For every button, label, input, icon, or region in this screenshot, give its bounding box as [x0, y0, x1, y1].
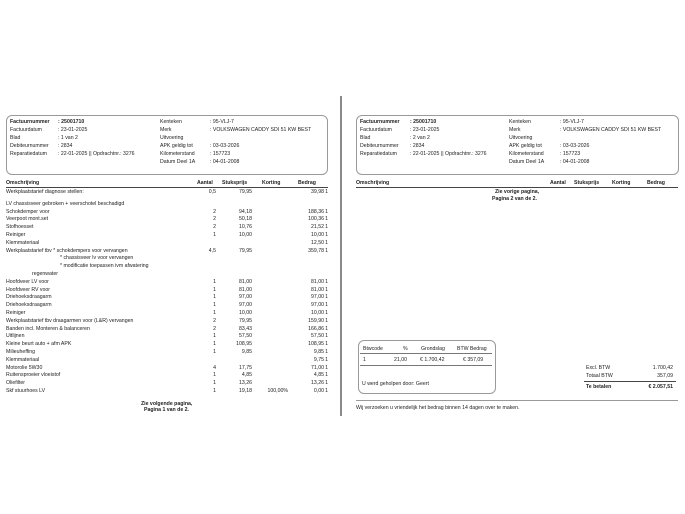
p1-invoice-number-label: Factuurnummer	[10, 119, 50, 125]
row-description: Uitlijnen	[6, 333, 25, 340]
p2-invoice-number-value: : 25001710	[410, 119, 437, 125]
p2-header-underline	[356, 187, 678, 188]
p1-col-desc: Omschrijving	[6, 180, 40, 186]
row-amount: 57,50	[311, 333, 324, 340]
row-unit-price: 17,75	[239, 364, 252, 371]
row-quantity: 1	[213, 302, 216, 309]
p1-apk-value: : 03-03-2026	[210, 143, 240, 149]
vat-col-base: Grondslag	[421, 346, 445, 352]
totals-separator	[584, 381, 676, 382]
p2-km-value: : 157723	[560, 151, 581, 157]
row-amount: 39,98	[311, 189, 324, 195]
row-quantity: 1	[213, 372, 216, 379]
p2-col-price: Stuksprijs	[574, 180, 600, 186]
vat-col-code: Btwcode	[363, 346, 383, 352]
totals-excl-value: 1.700,42	[652, 365, 673, 371]
row-unit-price: 97,00	[239, 294, 252, 301]
p1-col-qty: Aantal	[197, 180, 213, 186]
row-description: Klemmateriaal	[6, 356, 40, 363]
totals-excl-label: Excl. BTW	[586, 365, 611, 371]
row-unit-price: 50,18	[239, 216, 252, 223]
row-amount: 10,00	[311, 232, 324, 238]
row-unit-price: 83,43	[239, 325, 252, 332]
row-quantity: 1	[213, 286, 216, 293]
vat-col-amount: BTW Bedrag	[457, 346, 487, 352]
row-amount: 100,36	[308, 216, 324, 223]
row-description: Reiniger	[6, 310, 26, 316]
row-description: Werkplaatstarief tbv draagarmen voor (L&R) vervangen	[6, 317, 134, 324]
row-vat-code: 1	[325, 247, 328, 254]
row-vat-code: 1	[325, 317, 328, 324]
row-vat-code: 1	[325, 294, 328, 301]
totals-pay-label: Te betalen	[586, 384, 612, 390]
row-amount: 0,00	[313, 388, 324, 394]
row-amount: 10,00	[311, 310, 324, 316]
row-quantity: 1	[213, 278, 216, 285]
row-unit-price: 108,95	[236, 341, 252, 348]
table-row	[6, 288, 328, 295]
table-row	[6, 342, 328, 349]
table-row	[6, 303, 328, 310]
p1-repair-value: : 22-01-2025 || Opdrachtnr.: 3276	[58, 151, 135, 157]
table-row	[6, 311, 328, 318]
table-row	[6, 373, 328, 380]
row-quantity: 4	[213, 364, 216, 371]
p2-brand-label: Merk	[509, 127, 521, 133]
p1-footer-line1: Zie volgende pagina,	[141, 401, 193, 407]
payment-note: Wij verzoeken u vriendelijk het bedrag binnen 14 dagen over te maken.	[356, 405, 520, 411]
row-unit-price: 19,18	[239, 388, 252, 394]
p1-col-discount: Korting	[262, 180, 281, 186]
row-unit-price: 10,00	[239, 310, 252, 316]
p2-plate-value: : 95-VLJ-7	[560, 119, 584, 125]
row-vat-code: 1	[325, 341, 328, 348]
row-amount: 9,75	[313, 356, 324, 363]
row-unit-price: 4,85	[241, 372, 252, 379]
row-quantity: 2	[213, 216, 216, 223]
row-description: Milieuheffing	[6, 349, 36, 355]
row-amount: 188,36	[308, 208, 324, 215]
row-amount: 97,00	[311, 294, 324, 301]
table-row	[6, 256, 328, 263]
table-row	[6, 358, 328, 365]
p2-invoice-date-value: : 23-01-2025	[410, 127, 440, 133]
row-unit-price: 9,85	[241, 349, 252, 355]
row-vat-code: 1	[325, 380, 328, 387]
row-quantity: 1	[213, 388, 216, 394]
row-description: LV chassisveer gebroken + veerschotel beschadigd	[6, 200, 125, 207]
p2-repair-label: Reparatiedatum	[360, 151, 397, 157]
vat-row-code: 1	[363, 357, 366, 363]
totals-pay-value: € 2.057,51	[648, 384, 673, 390]
table-row	[6, 327, 328, 334]
row-vat-code: 1	[325, 356, 328, 363]
p1-col-amount: Bedrag	[298, 180, 316, 186]
p1-col-price: Stuksprijs	[222, 180, 248, 186]
row-unit-price: 94,18	[239, 208, 252, 215]
row-description: Werkplaatstarief diagnose stellen:	[6, 189, 84, 195]
row-unit-price: 13,26	[239, 380, 252, 387]
row-vat-code: 1	[325, 208, 328, 215]
row-description: Reiniger	[6, 232, 26, 238]
row-vat-code: 1	[325, 232, 328, 238]
row-description: Stofhoesset	[6, 224, 34, 231]
row-quantity: 1	[213, 310, 216, 316]
row-quantity: 0,5	[208, 189, 216, 195]
row-vat-code: 1	[325, 349, 328, 355]
table-row	[6, 202, 328, 209]
p2-page-label: Blad	[360, 135, 371, 141]
row-unit-price: 97,00	[239, 302, 252, 309]
p2-plate-label: Kenteken	[509, 119, 531, 125]
row-description: Skf stuurhoes LV	[6, 388, 46, 394]
row-quantity: 2	[213, 317, 216, 324]
p1-plate-label: Kenteken	[160, 119, 182, 125]
p2-part1-value: : 04-01-2008	[560, 159, 590, 165]
p1-brand-value: : VOLKSWAGEN CADDY SDI 51 KW BEST	[210, 127, 312, 133]
p1-debtor-value: : 2834	[58, 143, 73, 149]
p2-brand-value: : VOLKSWAGEN CADDY SDI 51 KW BEST	[560, 127, 662, 133]
row-vat-code: 1	[325, 239, 328, 246]
row-amount: 108,95	[308, 341, 324, 348]
vat-row-base: € 1.700,42	[420, 357, 445, 363]
row-quantity: 1	[213, 294, 216, 301]
row-amount: 4,85	[313, 372, 324, 379]
vat-col-pct: %	[403, 346, 408, 352]
p1-footer-line2: Pagina 1 van de 2.	[144, 407, 189, 413]
p2-debtor-value: : 2834	[410, 143, 425, 149]
row-unit-price: 79,95	[239, 317, 252, 324]
p2-repair-value: : 22-01-2025 || Opdrachtnr.: 3276	[410, 151, 487, 157]
row-quantity: 4,5	[208, 247, 216, 254]
p1-model-label: Uitvoering	[160, 135, 184, 141]
row-amount: 81,00	[311, 278, 324, 285]
row-amount: 21,52	[311, 224, 324, 231]
footer-rule	[356, 400, 678, 401]
p2-km-label: Kilometerstand	[509, 151, 544, 157]
row-quantity: 2	[213, 224, 216, 231]
p1-km-label: Kilometerstand	[160, 151, 195, 157]
row-description: Hoofdveer RV voor	[6, 286, 51, 293]
p2-invoice-number-label: Factuurnummer	[360, 119, 400, 125]
row-description: Werkplaatstarief tbv * schokdempers voor vervangen	[6, 247, 128, 254]
p1-apk-label: APK geldig tot	[160, 143, 193, 149]
row-unit-price: 57,50	[239, 333, 252, 340]
row-description: Driehoeksdraagarm	[6, 294, 52, 301]
row-amount: 9,85	[313, 349, 324, 355]
p1-part1-label: Datum Deel 1A	[160, 159, 196, 165]
row-vat-code: 1	[325, 388, 328, 394]
table-row	[6, 319, 328, 326]
row-description: regenwater	[32, 271, 58, 277]
row-vat-code: 1	[325, 372, 328, 379]
row-description: Veerpoot mont.set	[6, 216, 49, 223]
table-row	[6, 295, 328, 302]
p1-invoice-date-label: Factuurdatum	[10, 127, 43, 133]
totals-vat-value: 357,09	[657, 373, 673, 379]
row-vat-code: 1	[325, 364, 328, 371]
p2-col-amount: Bedrag	[647, 180, 665, 186]
row-amount: 97,00	[311, 302, 324, 309]
p2-carry-line2: Pagina 2 van de 2.	[492, 196, 537, 202]
row-vat-code: 1	[325, 216, 328, 223]
row-vat-code: 1	[325, 224, 328, 231]
row-description: Ruitensproeier vloeistof	[6, 372, 61, 379]
row-description: * chassisveer lv voor vervangen	[60, 255, 134, 262]
p1-header-underline	[6, 187, 328, 188]
table-row	[6, 190, 328, 197]
row-description: Motorolie 5W30	[6, 364, 43, 371]
p1-page-value: : 1 van 2	[58, 135, 78, 141]
row-unit-price: 79,95	[239, 247, 252, 254]
row-quantity: 1	[213, 349, 216, 355]
row-description: Schokdemper voor	[6, 208, 50, 215]
row-amount: 12,50	[311, 239, 324, 246]
row-description: Klemmateriaal	[6, 239, 40, 246]
p1-invoice-number-value: : 25001710	[58, 119, 85, 125]
totals-vat-label: Totaal BTW	[586, 373, 613, 379]
row-vat-code: 1	[325, 278, 328, 285]
row-description: Oliefilter	[6, 380, 26, 387]
row-amount: 166,86	[308, 325, 324, 332]
table-row	[6, 280, 328, 287]
p1-km-value: : 157723	[210, 151, 231, 157]
p2-debtor-label: Debiteurnummer	[360, 143, 399, 149]
table-row	[6, 217, 328, 224]
row-unit-price: 81,00	[239, 278, 252, 285]
vat-row-pct: 21,00	[394, 357, 407, 363]
row-unit-price: 79,95	[239, 189, 252, 195]
row-amount: 359,78	[308, 247, 324, 254]
row-vat-code: 1	[325, 310, 328, 316]
row-quantity: 2	[213, 325, 216, 332]
table-row	[6, 241, 328, 248]
row-vat-code: 1	[325, 189, 328, 195]
row-description: Banden incl. Monteren & balanceren	[6, 325, 90, 332]
row-description: Hoofdveer LV voor	[6, 278, 49, 285]
table-row	[6, 249, 328, 256]
p2-col-desc: Omschrijving	[356, 180, 390, 186]
p2-carry-line1: Zie vorige pagina,	[495, 189, 540, 195]
p1-plate-value: : 95-VLJ-7	[210, 119, 234, 125]
p2-page-value: : 2 van 2	[410, 135, 430, 141]
row-amount: 159,90	[308, 317, 324, 324]
row-amount: 81,00	[311, 286, 324, 293]
page-divider	[340, 96, 342, 416]
row-quantity: 1	[213, 232, 216, 238]
p1-brand-label: Merk	[160, 127, 172, 133]
row-discount: 100,00%	[267, 388, 288, 394]
row-unit-price: 10,00	[239, 232, 252, 238]
row-unit-price: 81,00	[239, 286, 252, 293]
table-row	[6, 389, 328, 396]
row-unit-price: 10,76	[239, 224, 252, 231]
p1-repair-label: Reparatiedatum	[10, 151, 47, 157]
p2-part1-label: Datum Deel 1A	[509, 159, 545, 165]
table-row	[6, 272, 328, 279]
vat-helped-by: U werd geholpen door: Geert	[362, 381, 429, 387]
row-vat-code: 1	[325, 325, 328, 332]
p2-col-qty: Aantal	[550, 180, 566, 186]
p1-page-label: Blad	[10, 135, 21, 141]
p2-apk-value: : 03-03-2026	[560, 143, 590, 149]
row-amount: 13,26	[311, 380, 324, 387]
row-quantity: 2	[213, 208, 216, 215]
row-description: Kleine beurt auto + afm APK	[6, 341, 72, 348]
row-vat-code: 1	[325, 302, 328, 309]
table-row	[6, 225, 328, 232]
row-quantity: 1	[213, 341, 216, 348]
vat-row-underline	[360, 365, 492, 366]
p1-part1-value: : 04-01-2008	[210, 159, 240, 165]
row-quantity: 1	[213, 380, 216, 387]
p1-invoice-date-value: : 23-01-2025	[58, 127, 88, 133]
table-row	[6, 350, 328, 357]
p2-model-label: Uitvoering	[509, 135, 533, 141]
p1-debtor-label: Debiteurnummer	[10, 143, 49, 149]
vat-row-amount: € 357,09	[463, 357, 484, 363]
p2-col-discount: Korting	[612, 180, 631, 186]
row-description: * modificatie toepassen ivm afwatering	[60, 263, 149, 270]
row-vat-code: 1	[325, 286, 328, 293]
table-row	[6, 210, 328, 217]
row-amount: 71,00	[311, 364, 324, 371]
p2-invoice-date-label: Factuurdatum	[360, 127, 393, 133]
row-quantity: 1	[213, 333, 216, 340]
p2-apk-label: APK geldig tot	[509, 143, 542, 149]
table-row	[6, 233, 328, 240]
row-description: Driehoeksdraagarm	[6, 302, 52, 309]
vat-header-underline	[360, 353, 492, 354]
row-vat-code: 1	[325, 333, 328, 340]
